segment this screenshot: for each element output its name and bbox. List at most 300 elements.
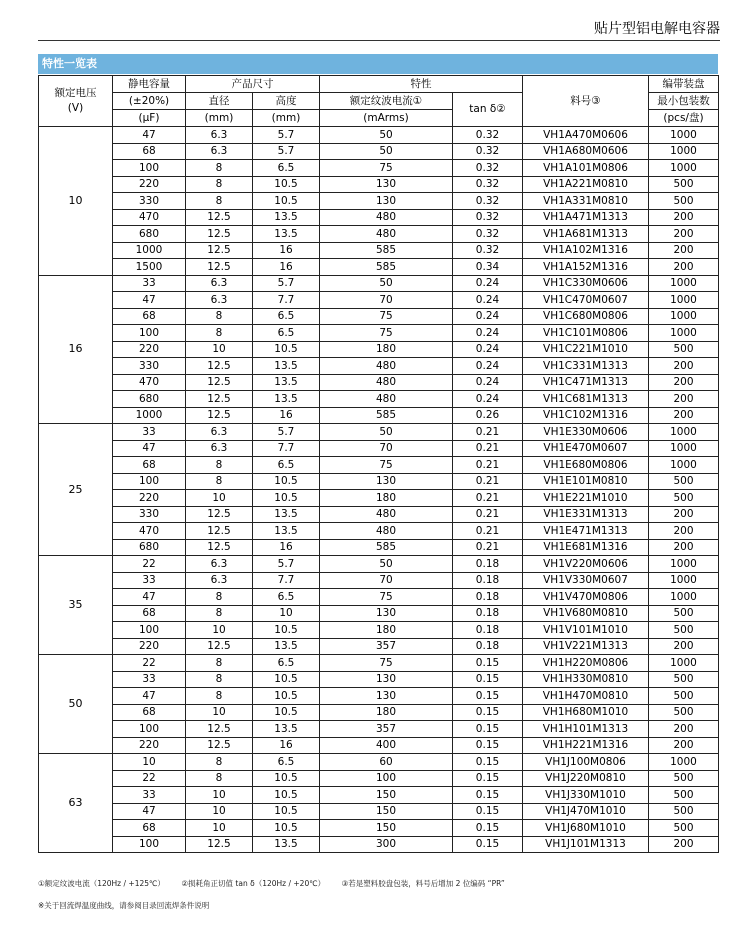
cell-min-pack: 500 [649, 770, 719, 787]
table-row [39, 226, 719, 243]
cell-min-pack: 1000 [649, 457, 719, 474]
header-voltage-unit: (V) [67, 102, 84, 114]
cell-capacitance: 220 [113, 737, 186, 754]
header-row-1 [39, 76, 719, 93]
cell-capacitance: 68 [113, 704, 186, 721]
cell-height: 16 [253, 539, 320, 556]
header-characteristics: 特性 [320, 76, 523, 93]
cell-diameter: 8 [186, 655, 253, 672]
footnote-ripple: ①额定纹波电流（120Hz / +125℃） [38, 879, 165, 888]
cell-tan-delta: 0.32 [453, 176, 523, 193]
cell-diameter: 6.3 [186, 143, 253, 160]
cell-part-number: VH1C331M1313 [523, 358, 649, 375]
cell-min-pack: 1000 [649, 424, 719, 441]
cell-capacitance: 47 [113, 440, 186, 457]
cell-height: 16 [253, 737, 320, 754]
cell-tan-delta: 0.32 [453, 209, 523, 226]
cell-part-number: VH1V101M1010 [523, 622, 649, 639]
cell-capacitance: 220 [113, 638, 186, 655]
cell-part-number: VH1J330M1010 [523, 787, 649, 804]
cell-height: 7.7 [253, 572, 320, 589]
cell-tan-delta: 0.26 [453, 407, 523, 424]
cell-min-pack: 200 [649, 506, 719, 523]
cell-capacitance: 33 [113, 787, 186, 804]
table-row [39, 407, 719, 424]
table-row [39, 506, 719, 523]
cell-part-number: VH1H101M1313 [523, 721, 649, 738]
cell-diameter: 8 [186, 160, 253, 177]
cell-ripple: 150 [320, 820, 453, 837]
cell-height: 7.7 [253, 440, 320, 457]
cell-capacitance: 470 [113, 209, 186, 226]
cell-part-number: VH1C102M1316 [523, 407, 649, 424]
table-row [39, 671, 719, 688]
cell-part-number: VH1J100M0806 [523, 754, 649, 771]
cell-min-pack: 200 [649, 836, 719, 853]
cell-diameter: 8 [186, 176, 253, 193]
cell-height: 16 [253, 242, 320, 259]
cell-height: 5.7 [253, 127, 320, 144]
cell-tan-delta: 0.15 [453, 688, 523, 705]
cell-capacitance: 33 [113, 275, 186, 292]
cell-diameter: 8 [186, 308, 253, 325]
cell-height: 10.5 [253, 193, 320, 210]
cell-capacitance: 100 [113, 325, 186, 342]
cell-tan-delta: 0.32 [453, 226, 523, 243]
cell-min-pack: 500 [649, 704, 719, 721]
cell-height: 5.7 [253, 143, 320, 160]
cell-ripple: 400 [320, 737, 453, 754]
header-ripple: 额定纹波电流① [320, 93, 453, 110]
cell-ripple: 50 [320, 143, 453, 160]
cell-capacitance: 33 [113, 424, 186, 441]
cell-min-pack: 200 [649, 407, 719, 424]
cell-ripple: 180 [320, 490, 453, 507]
cell-height: 13.5 [253, 506, 320, 523]
cell-min-pack: 200 [649, 721, 719, 738]
header-tan-delta: tan δ② [453, 93, 523, 127]
table-row [39, 209, 719, 226]
cell-diameter: 12.5 [186, 721, 253, 738]
table-row [39, 820, 719, 837]
table-row [39, 127, 719, 144]
cell-part-number: VH1V330M0607 [523, 572, 649, 589]
cell-diameter: 10 [186, 787, 253, 804]
header-voltage-label: 额定电压 [54, 87, 97, 99]
footnote-reflow: ※关于回流焊温度曲线，请参阅目录回流焊条件说明 [38, 901, 210, 910]
cell-capacitance: 100 [113, 622, 186, 639]
cell-tan-delta: 0.15 [453, 836, 523, 853]
table-row [39, 787, 719, 804]
cell-part-number: VH1A102M1316 [523, 242, 649, 259]
cell-ripple: 585 [320, 539, 453, 556]
cell-min-pack: 200 [649, 638, 719, 655]
cell-tan-delta: 0.24 [453, 374, 523, 391]
cell-capacitance: 1000 [113, 407, 186, 424]
cell-height: 10 [253, 605, 320, 622]
cell-part-number: VH1H330M0810 [523, 671, 649, 688]
cell-ripple: 585 [320, 242, 453, 259]
cell-part-number: VH1A101M0806 [523, 160, 649, 177]
cell-capacitance: 68 [113, 308, 186, 325]
cell-tan-delta: 0.15 [453, 655, 523, 672]
cell-part-number: VH1V470M0806 [523, 589, 649, 606]
cell-diameter: 8 [186, 754, 253, 771]
cell-diameter: 12.5 [186, 391, 253, 408]
cell-capacitance: 330 [113, 193, 186, 210]
header-height: 高度 [253, 93, 320, 110]
table-row [39, 259, 719, 276]
cell-capacitance: 220 [113, 341, 186, 358]
cell-min-pack: 500 [649, 820, 719, 837]
cell-part-number: VH1V220M0606 [523, 556, 649, 573]
cell-min-pack: 200 [649, 259, 719, 276]
cell-height: 13.5 [253, 638, 320, 655]
cell-part-number: VH1E470M0607 [523, 440, 649, 457]
cell-height: 13.5 [253, 226, 320, 243]
cell-ripple: 75 [320, 457, 453, 474]
cell-height: 6.5 [253, 308, 320, 325]
cell-min-pack: 1000 [649, 160, 719, 177]
table-row [39, 308, 719, 325]
table-row [39, 490, 719, 507]
cell-part-number: VH1H680M1010 [523, 704, 649, 721]
cell-tan-delta: 0.18 [453, 589, 523, 606]
table-row [39, 704, 719, 721]
table-row [39, 391, 719, 408]
cell-part-number: VH1A221M0810 [523, 176, 649, 193]
cell-diameter: 12.5 [186, 259, 253, 276]
cell-height: 10.5 [253, 341, 320, 358]
cell-part-number: VH1A152M1316 [523, 259, 649, 276]
cell-part-number: VH1V221M1313 [523, 638, 649, 655]
table-row [39, 341, 719, 358]
cell-diameter: 8 [186, 193, 253, 210]
header-min-pack: 最小包装数 [649, 93, 719, 110]
table-row [39, 242, 719, 259]
cell-ripple: 130 [320, 176, 453, 193]
cell-tan-delta: 0.32 [453, 242, 523, 259]
cell-diameter: 12.5 [186, 209, 253, 226]
cell-min-pack: 200 [649, 737, 719, 754]
cell-ripple: 480 [320, 209, 453, 226]
cell-ripple: 70 [320, 572, 453, 589]
cell-diameter: 8 [186, 770, 253, 787]
cell-capacitance: 22 [113, 655, 186, 672]
cell-diameter: 6.3 [186, 572, 253, 589]
cell-capacitance: 220 [113, 490, 186, 507]
cell-capacitance: 33 [113, 572, 186, 589]
table-row [39, 424, 719, 441]
cell-min-pack: 500 [649, 671, 719, 688]
cell-min-pack: 500 [649, 176, 719, 193]
cell-min-pack: 1000 [649, 325, 719, 342]
cell-ripple: 300 [320, 836, 453, 853]
cell-tan-delta: 0.21 [453, 490, 523, 507]
cell-height: 7.7 [253, 292, 320, 309]
cell-min-pack: 500 [649, 193, 719, 210]
table-row [39, 572, 719, 589]
cell-ripple: 75 [320, 589, 453, 606]
cell-tan-delta: 0.32 [453, 143, 523, 160]
cell-height: 10.5 [253, 671, 320, 688]
cell-height: 10.5 [253, 704, 320, 721]
cell-height: 10.5 [253, 803, 320, 820]
cell-min-pack: 200 [649, 374, 719, 391]
cell-ripple: 70 [320, 292, 453, 309]
cell-tan-delta: 0.15 [453, 754, 523, 771]
cell-min-pack: 500 [649, 473, 719, 490]
cell-height: 5.7 [253, 424, 320, 441]
cell-capacitance: 68 [113, 820, 186, 837]
cell-min-pack: 500 [649, 803, 719, 820]
cell-diameter: 10 [186, 490, 253, 507]
cell-ripple: 100 [320, 770, 453, 787]
cell-capacitance: 1000 [113, 242, 186, 259]
table-row [39, 325, 719, 342]
cell-min-pack: 1000 [649, 754, 719, 771]
cell-min-pack: 500 [649, 341, 719, 358]
cell-capacitance: 1500 [113, 259, 186, 276]
table-row [39, 836, 719, 853]
cell-part-number: VH1H220M0806 [523, 655, 649, 672]
cell-tan-delta: 0.18 [453, 638, 523, 655]
cell-part-number: VH1E221M1010 [523, 490, 649, 507]
table-row [39, 737, 719, 754]
cell-diameter: 12.5 [186, 226, 253, 243]
cell-height: 6.5 [253, 655, 320, 672]
cell-diameter: 8 [186, 473, 253, 490]
cell-capacitance: 47 [113, 589, 186, 606]
spec-table [38, 75, 719, 853]
table-row [39, 589, 719, 606]
cell-height: 10.5 [253, 176, 320, 193]
table-row [39, 193, 719, 210]
cell-tan-delta: 0.15 [453, 770, 523, 787]
cell-part-number: VH1E101M0810 [523, 473, 649, 490]
cell-capacitance: 10 [113, 754, 186, 771]
footnotes [38, 878, 505, 922]
cell-ripple: 130 [320, 688, 453, 705]
cell-voltage: 16 [39, 275, 113, 424]
cell-ripple: 180 [320, 704, 453, 721]
cell-part-number: VH1C101M0806 [523, 325, 649, 342]
cell-ripple: 50 [320, 275, 453, 292]
cell-ripple: 480 [320, 391, 453, 408]
cell-height: 10.5 [253, 770, 320, 787]
cell-ripple: 480 [320, 358, 453, 375]
footnote-line-2 [38, 900, 505, 912]
table-row [39, 160, 719, 177]
section-title: 特性一览表 [42, 57, 97, 70]
cell-part-number: VH1E681M1316 [523, 539, 649, 556]
cell-diameter: 8 [186, 325, 253, 342]
cell-min-pack: 200 [649, 539, 719, 556]
cell-height: 16 [253, 407, 320, 424]
cell-ripple: 50 [320, 127, 453, 144]
cell-min-pack: 500 [649, 622, 719, 639]
cell-part-number: VH1E471M1313 [523, 523, 649, 540]
cell-part-number: VH1V680M0810 [523, 605, 649, 622]
cell-tan-delta: 0.18 [453, 605, 523, 622]
cell-ripple: 75 [320, 308, 453, 325]
cell-diameter: 12.5 [186, 836, 253, 853]
cell-capacitance: 47 [113, 292, 186, 309]
cell-tan-delta: 0.24 [453, 292, 523, 309]
cell-height: 13.5 [253, 374, 320, 391]
header-ripple-unit: (mArms) [320, 110, 453, 127]
cell-tan-delta: 0.21 [453, 473, 523, 490]
cell-part-number: VH1H470M0810 [523, 688, 649, 705]
cell-min-pack: 1000 [649, 143, 719, 160]
header-divider [38, 40, 720, 41]
cell-ripple: 180 [320, 341, 453, 358]
cell-tan-delta: 0.24 [453, 341, 523, 358]
cell-height: 6.5 [253, 589, 320, 606]
cell-voltage: 63 [39, 754, 113, 853]
cell-tan-delta: 0.24 [453, 391, 523, 408]
cell-capacitance: 680 [113, 226, 186, 243]
cell-diameter: 8 [186, 605, 253, 622]
cell-ripple: 180 [320, 622, 453, 639]
cell-capacitance: 680 [113, 391, 186, 408]
cell-part-number: VH1J220M0810 [523, 770, 649, 787]
cell-height: 13.5 [253, 523, 320, 540]
cell-diameter: 12.5 [186, 539, 253, 556]
footnote-part-number: ③若是塑料胶盘包装，料号后增加 2 位编码 “PR” [341, 879, 505, 888]
cell-tan-delta: 0.32 [453, 160, 523, 177]
cell-capacitance: 68 [113, 605, 186, 622]
header-diameter: 直径 [186, 93, 253, 110]
cell-ripple: 75 [320, 160, 453, 177]
cell-min-pack: 200 [649, 523, 719, 540]
cell-min-pack: 500 [649, 605, 719, 622]
cell-part-number: VH1E331M1313 [523, 506, 649, 523]
cell-height: 5.7 [253, 556, 320, 573]
cell-diameter: 6.3 [186, 127, 253, 144]
cell-diameter: 12.5 [186, 374, 253, 391]
cell-capacitance: 470 [113, 374, 186, 391]
table-row [39, 556, 719, 573]
cell-diameter: 12.5 [186, 523, 253, 540]
cell-ripple: 130 [320, 671, 453, 688]
cell-min-pack: 200 [649, 242, 719, 259]
cell-diameter: 6.3 [186, 556, 253, 573]
cell-diameter: 12.5 [186, 737, 253, 754]
cell-height: 16 [253, 259, 320, 276]
header-dimensions: 产品尺寸 [186, 76, 320, 93]
table-row [39, 754, 719, 771]
table-row [39, 440, 719, 457]
cell-capacitance: 470 [113, 523, 186, 540]
cell-tan-delta: 0.21 [453, 457, 523, 474]
cell-diameter: 10 [186, 341, 253, 358]
cell-diameter: 12.5 [186, 242, 253, 259]
cell-part-number: VH1E330M0606 [523, 424, 649, 441]
cell-diameter: 10 [186, 704, 253, 721]
cell-tan-delta: 0.24 [453, 358, 523, 375]
table-row [39, 176, 719, 193]
table-row [39, 523, 719, 540]
cell-ripple: 150 [320, 803, 453, 820]
cell-diameter: 6.3 [186, 440, 253, 457]
cell-part-number: VH1C470M0607 [523, 292, 649, 309]
header-capacitance: 静电容量 [113, 76, 186, 93]
cell-height: 13.5 [253, 836, 320, 853]
cell-part-number: VH1J680M1010 [523, 820, 649, 837]
cell-tan-delta: 0.32 [453, 127, 523, 144]
cell-ripple: 357 [320, 638, 453, 655]
table-row [39, 143, 719, 160]
cell-diameter: 6.3 [186, 292, 253, 309]
cell-ripple: 480 [320, 226, 453, 243]
table-row [39, 803, 719, 820]
cell-capacitance: 100 [113, 473, 186, 490]
page-header-title: 贴片型铝电解电容器 [594, 21, 720, 37]
section-title-bar [38, 54, 718, 74]
cell-tan-delta: 0.18 [453, 556, 523, 573]
cell-diameter: 6.3 [186, 424, 253, 441]
table-row [39, 721, 719, 738]
cell-diameter: 10 [186, 622, 253, 639]
cell-height: 13.5 [253, 209, 320, 226]
cell-voltage: 50 [39, 655, 113, 754]
cell-diameter: 10 [186, 820, 253, 837]
cell-ripple: 60 [320, 754, 453, 771]
cell-min-pack: 200 [649, 209, 719, 226]
cell-capacitance: 47 [113, 127, 186, 144]
header-height-unit: (mm) [253, 110, 320, 127]
cell-diameter: 10 [186, 803, 253, 820]
cell-height: 10.5 [253, 820, 320, 837]
cell-ripple: 585 [320, 259, 453, 276]
cell-capacitance: 22 [113, 770, 186, 787]
cell-capacitance: 68 [113, 457, 186, 474]
cell-min-pack: 1000 [649, 275, 719, 292]
cell-part-number: VH1J101M1313 [523, 836, 649, 853]
table-row [39, 638, 719, 655]
cell-capacitance: 100 [113, 160, 186, 177]
cell-capacitance: 47 [113, 688, 186, 705]
cell-part-number: VH1A680M0606 [523, 143, 649, 160]
cell-capacitance: 330 [113, 506, 186, 523]
cell-height: 6.5 [253, 457, 320, 474]
cell-ripple: 585 [320, 407, 453, 424]
cell-capacitance: 100 [113, 836, 186, 853]
cell-tan-delta: 0.24 [453, 308, 523, 325]
cell-part-number: VH1A331M0810 [523, 193, 649, 210]
cell-min-pack: 500 [649, 787, 719, 804]
cell-min-pack: 1000 [649, 127, 719, 144]
cell-height: 10.5 [253, 787, 320, 804]
table-row [39, 473, 719, 490]
cell-tan-delta: 0.34 [453, 259, 523, 276]
table-row [39, 622, 719, 639]
footnote-line-1 [38, 878, 505, 890]
header-capacitance-tolerance: (±20%) [113, 93, 186, 110]
cell-part-number: VH1C221M1010 [523, 341, 649, 358]
cell-capacitance: 680 [113, 539, 186, 556]
cell-height: 6.5 [253, 160, 320, 177]
cell-ripple: 480 [320, 374, 453, 391]
cell-height: 10.5 [253, 473, 320, 490]
cell-diameter: 8 [186, 688, 253, 705]
cell-tan-delta: 0.18 [453, 622, 523, 639]
cell-min-pack: 1000 [649, 589, 719, 606]
cell-part-number: VH1A471M1313 [523, 209, 649, 226]
cell-tan-delta: 0.18 [453, 572, 523, 589]
cell-height: 10.5 [253, 622, 320, 639]
